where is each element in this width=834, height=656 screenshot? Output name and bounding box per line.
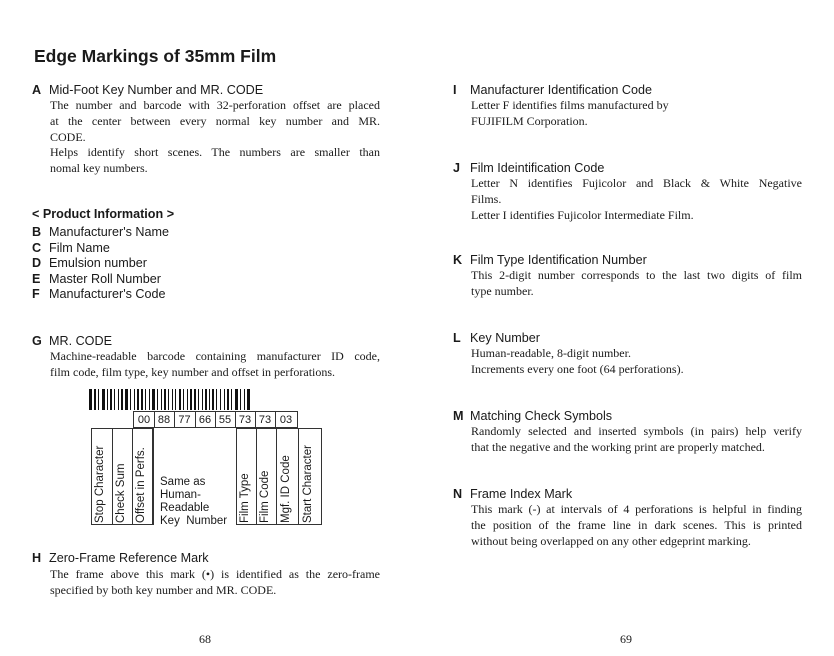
section-h-body <box>50 567 380 599</box>
item-letter: E <box>32 271 41 286</box>
section-i-heading <box>453 83 652 98</box>
barcode-bar <box>164 389 166 410</box>
barcode-bar <box>149 389 150 410</box>
barcode-bar <box>110 389 112 410</box>
barcode-bar <box>114 389 115 410</box>
body-line: type number. <box>471 283 534 298</box>
barcode-bar <box>107 389 108 410</box>
same-as-label <box>160 476 227 528</box>
section-title: Zero-Frame Reference Mark <box>49 551 209 565</box>
section-title: Manufacturer Identification Code <box>470 83 653 97</box>
section-title: Matching Check Symbols <box>470 409 613 423</box>
film-type-label: Film Type <box>239 473 251 523</box>
section-n-body <box>471 502 802 549</box>
barcode-bar <box>227 389 229 410</box>
body-line: the position of the frame line in dark scenes. This is printed <box>471 517 802 532</box>
barcode-bar <box>209 389 210 410</box>
body-line: CODE. <box>50 129 86 144</box>
section-a-body <box>50 98 380 177</box>
digit: 66 <box>198 414 212 426</box>
barcode-bar <box>247 389 250 410</box>
body-line: This mark (-) at intervals of 4 perforations is helpful in finding <box>471 502 802 516</box>
section-title: Key Number <box>470 331 540 345</box>
section-letter: J <box>453 161 461 175</box>
section-letter: N <box>453 487 463 501</box>
body-line: at the center between every normal key number and MR. <box>50 113 380 128</box>
body-line: Films. <box>471 191 502 206</box>
barcode-bar <box>102 389 105 410</box>
section-l-heading <box>453 331 540 346</box>
barcode-bar <box>198 389 199 410</box>
list-item <box>32 272 169 288</box>
digit-row <box>133 411 298 428</box>
body-line: This 2-digit number corresponds to the last two digits of film <box>471 268 802 282</box>
barcode-bar <box>98 389 99 410</box>
digit: 55 <box>218 414 232 426</box>
digit: 03 <box>279 414 293 426</box>
barcode-bar <box>141 389 143 410</box>
item-letter: C <box>32 240 42 255</box>
body-line: The number and barcode with 32-perforation offset are placed <box>50 98 380 112</box>
section-n-heading <box>453 487 572 502</box>
label-line: Readable <box>160 502 210 514</box>
body-line: FUJIFILM Corporation. <box>471 113 588 128</box>
barcode-bar <box>130 389 131 410</box>
body-line: nomal key numbers. <box>50 161 148 176</box>
barcode-bar <box>172 389 173 410</box>
label-line: Human- <box>160 489 201 501</box>
barcode-bar <box>212 389 214 410</box>
label-line: Same as <box>160 476 206 488</box>
item-label: Master Roll Number <box>49 271 161 286</box>
section-letter: L <box>453 331 461 345</box>
barcode-bar <box>240 389 241 410</box>
item-letter: F <box>32 287 40 301</box>
barcode-bar <box>231 389 232 410</box>
section-title: Frame Index Mark <box>470 487 573 501</box>
barcode-bar <box>118 389 119 410</box>
section-letter: M <box>453 409 464 423</box>
barcode-bar <box>220 389 221 410</box>
label-line: Key Number <box>160 515 228 527</box>
barcode-bar <box>202 389 203 410</box>
section-k-body <box>471 268 802 300</box>
barcode-bar <box>157 389 158 410</box>
barcode-bar <box>134 389 135 410</box>
barcode-bar <box>216 389 217 410</box>
page-number-right: 69 <box>620 632 632 646</box>
barcode-bar <box>152 389 155 410</box>
barcode-bar <box>121 389 123 410</box>
item-label: Emulsion number <box>49 256 147 270</box>
barcode-bar <box>205 389 207 410</box>
digit: 00 <box>137 414 151 426</box>
section-title: Mid-Foot Key Number and MR. CODE <box>49 83 264 97</box>
barcode-bar <box>168 389 169 410</box>
section-i-body <box>471 98 802 130</box>
barcode-bar <box>145 389 146 410</box>
check-sum-label: Check Sum <box>115 463 127 523</box>
barcode-bar <box>175 389 176 410</box>
section-letter: I <box>453 83 457 97</box>
list-item <box>32 241 169 257</box>
barcode-bar <box>224 389 225 410</box>
list-item <box>32 256 169 272</box>
list-item <box>32 287 169 303</box>
body-line: The frame above this mark (•) is identified as the zero-frame <box>50 567 380 581</box>
section-g-body <box>50 349 380 381</box>
section-m-body <box>471 424 802 456</box>
section-m-heading <box>453 409 612 424</box>
section-title: Film Type Identification Number <box>470 253 647 267</box>
body-line: Helps identify short scenes. The numbers are smaller than <box>50 145 380 160</box>
barcode-bar <box>125 389 128 410</box>
section-h-heading <box>32 551 209 566</box>
item-letter: D <box>32 256 42 270</box>
body-line: Machine-readable barcode containing manufacturer ID code, <box>50 349 380 363</box>
body-line: that the negative and the working print are properly matched. <box>471 439 765 454</box>
film-code-label: Film Code <box>259 470 271 523</box>
barcode-bar <box>183 389 184 410</box>
body-line: Letter I identifies Fujicolor Intermediate Film. <box>471 207 694 222</box>
digit: 77 <box>178 414 191 426</box>
barcode-bar <box>179 389 181 410</box>
barcode-bar <box>187 389 188 410</box>
start-character-label: Start Character <box>302 445 314 523</box>
barcode-bar <box>244 389 245 410</box>
body-line: specified by both key number and MR. CODE. <box>50 582 277 597</box>
item-label: Film Name <box>49 240 110 255</box>
body-line: without being overlapped on any other edgeprint marking. <box>471 533 751 548</box>
barcode-bar <box>94 389 96 410</box>
section-l-body <box>471 346 802 378</box>
barcode-bar <box>190 389 192 410</box>
section-g-heading <box>32 334 112 349</box>
offset-label: Offset in Perfs. <box>135 447 147 523</box>
barcode-bar <box>194 389 196 410</box>
page-title: Edge Markings of 35mm Film <box>34 46 277 66</box>
section-letter: G <box>32 334 42 348</box>
section-letter: H <box>32 551 42 565</box>
mfg-id-code-label: Mgf. ID Code <box>280 455 292 523</box>
section-title: Film Ideintification Code <box>470 161 605 175</box>
section-letter: K <box>453 253 463 267</box>
item-letter: B <box>32 225 42 239</box>
section-j-body <box>471 176 802 223</box>
section-k-heading <box>453 253 647 268</box>
item-label: Manufacturer's Name <box>49 225 169 239</box>
body-line: Increments every one foot (64 perforations). <box>471 361 684 376</box>
digit: 88 <box>157 414 171 426</box>
barcode-bar <box>235 389 238 410</box>
section-title: MR. CODE <box>49 334 112 348</box>
item-label: Manufacturer's Code <box>49 287 166 301</box>
product-information-heading: < Product Information > <box>32 207 175 221</box>
section-j-heading <box>453 161 604 176</box>
stop-character-label: Stop Character <box>94 445 106 523</box>
section-a-heading <box>32 83 263 98</box>
section-letter: A <box>32 83 42 97</box>
barcode-bar <box>161 389 162 410</box>
barcode-bar <box>89 389 92 410</box>
product-info-list <box>32 225 169 303</box>
body-line: Letter F identifies films manufactured by <box>471 98 669 112</box>
digit: 73 <box>258 414 272 426</box>
barcode-bar <box>137 389 139 410</box>
list-item <box>32 225 169 241</box>
page-number-left: 68 <box>199 632 211 646</box>
body-line: Human-readable, 8-digit number. <box>471 346 631 360</box>
digit: 73 <box>238 414 252 426</box>
body-line: Letter N identifies Fujicolor and Black & White Negative <box>471 176 802 190</box>
body-line: Randomly selected and inserted symbols (in pairs) help verify <box>471 424 802 438</box>
body-line: film code, film type, key number and offset in perforations. <box>50 364 336 379</box>
